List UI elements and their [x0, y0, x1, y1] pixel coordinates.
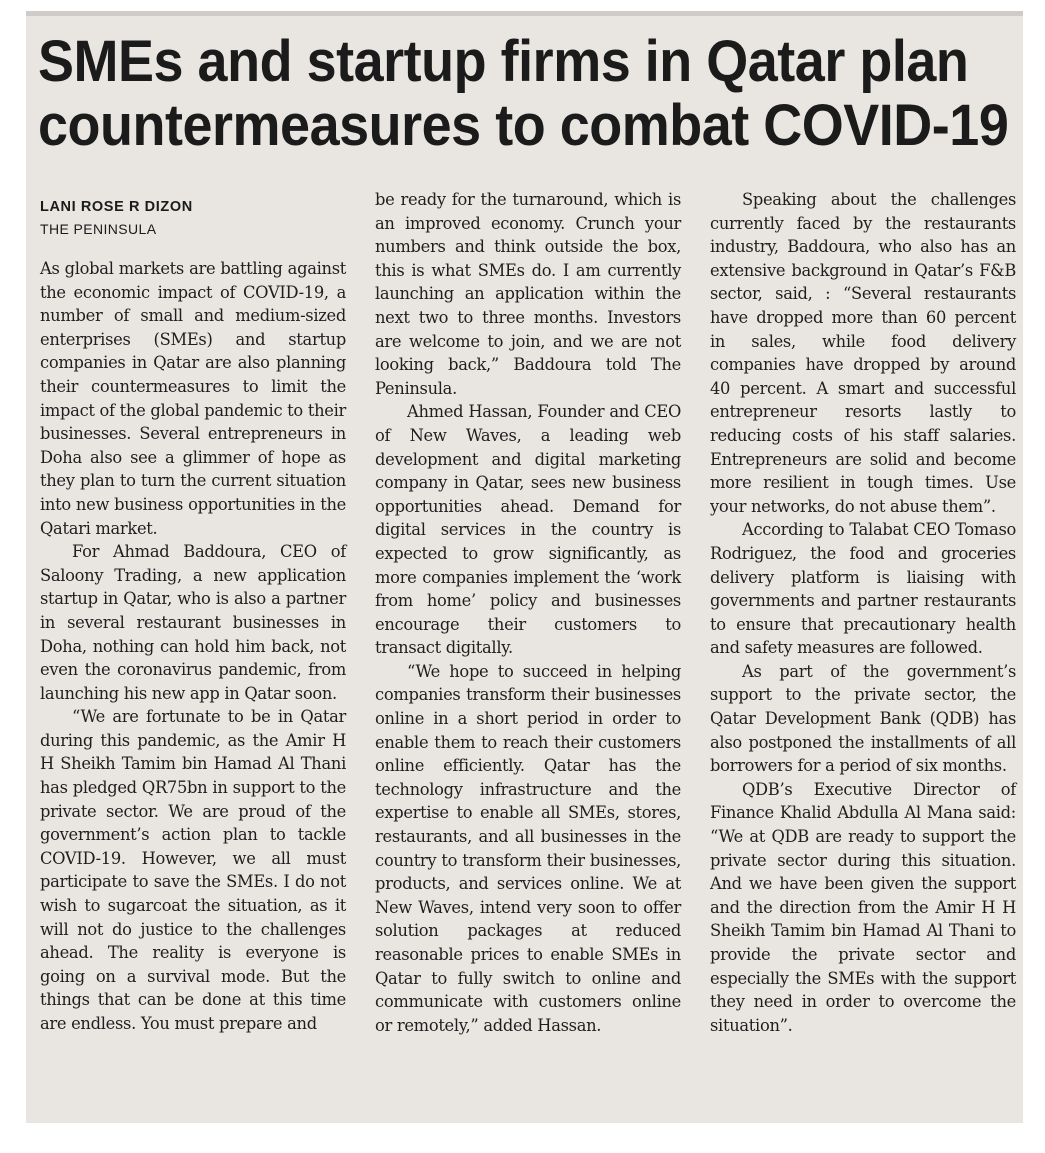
article-paragraph: For Ahmad Baddoura, CEO of Saloony Trading, a new application startup in Qatar, who is also a partner in several restaurant businesses in Doha, nothing can hold him back, not even the coronavirus pandemic, from launching his new app in Qatar soon.	[40, 542, 346, 703]
byline-publication: THE PENINSULA	[40, 221, 157, 237]
article-column-2	[375, 188, 681, 1037]
headline-line-2: countermeasures to combat COVID-19	[38, 93, 1009, 158]
article-paragraph: As global markets are battling against the economic impact of COVID-19, a number of small and medium-sized enterprises (SMEs) and startup companies in Qatar are also planning their countermeasures to limit the impact of the global pandemic to their businesses. Several entrepreneurs in Doha also see a glimmer of hope as they plan to turn the current situation into new business opportunities in the Qatari market.	[40, 259, 346, 538]
article-paragraph: As part of the government’s support to the private sector, the Qatar Development Bank (QDB) has also postponed the installments of all borrowers for a period of six months.	[710, 661, 1016, 776]
article-headline	[38, 29, 1009, 158]
article-column-3	[710, 188, 1016, 1037]
byline	[40, 196, 346, 240]
article-paragraph: be ready for the turnaround, which is an improved economy. Crunch your numbers and think outside the box, this is what SMEs do. I am currently launching an application within the next two to three months. Investors are welcome to join, and we are not looking back,” Baddoura told The Peninsula.	[375, 190, 681, 398]
byline-author: LANI ROSE R DIZON	[40, 199, 193, 215]
article-paragraph: According to Talabat CEO Tomaso Rodriguez, the food and groceries delivery platform is liaising with governments and partner restaurants to ensure that precautionary health and safety measures are followed.	[710, 520, 1016, 658]
article-paragraph: “We hope to succeed in helping companies transform their businesses online in a short period in order to enable them to reach their customers online efficiently. Qatar has the technology infrastructure and the expertise to enable all SMEs, stores, restaurants, and all businesses in the country to transform their businesses, products, and services online. We at New Waves, intend very soon to offer solution packages at reduced reasonable prices to enable SMEs in Qatar to fully switch to online and communicate with customers online or remotely,” added Hassan.	[375, 661, 681, 1035]
article-paragraph: Speaking about the challenges currently faced by the restaurants industry, Baddoura, who also has an extensive background in Qatar’s F&B sector, said, : “Several restaurants have dropped more than 60 percent in sales, while food delivery companies have dropped by around 40 percent. A smart and successful entrepreneur resorts lastly to reducing costs of his staff salaries. Entrepreneurs are solid and become more resilient in tough times. Use your networks, do not abuse them”.	[710, 190, 1016, 516]
article-paragraph: QDB’s Executive Director of Finance Khalid Abdulla Al Mana said: “We at QDB are ready to support the private sector during this situation. And we have been given the support and the direction from the Amir H H Sheikh Tamim bin Hamad Al Thani to provide the private sector and especially the SMEs with the support they need in order to overcome the situation”.	[710, 779, 1016, 1035]
headline-line-1: SMEs and startup firms in Qatar plan	[38, 29, 969, 94]
article-paragraph: Ahmed Hassan, Founder and CEO of New Waves, a leading web development and digital marketing company in Qatar, sees new business opportunities ahead. Demand for digital services in the country is expected to grow significantly, as more companies implement the ‘work from home’ policy and businesses encourage their customers to transact digitally.	[375, 402, 681, 658]
article-paragraph: “We are fortunate to be in Qatar during this pandemic, as the Amir H H Sheikh Tamim bin Hamad Al Thani has pledged QR75bn in support to the private sector. We are proud of the government’s action plan to tackle COVID-19. However, we all must participate to save the SMEs. I do not wish to sugarcoat the situation, as it will not do justice to the challenges ahead. The reality is everyone is going on a survival mode. But the things that can be done at this time are endless. You must prepare and	[40, 707, 346, 1033]
article-column-1	[40, 188, 346, 1036]
newspaper-clipping	[26, 11, 1023, 1123]
